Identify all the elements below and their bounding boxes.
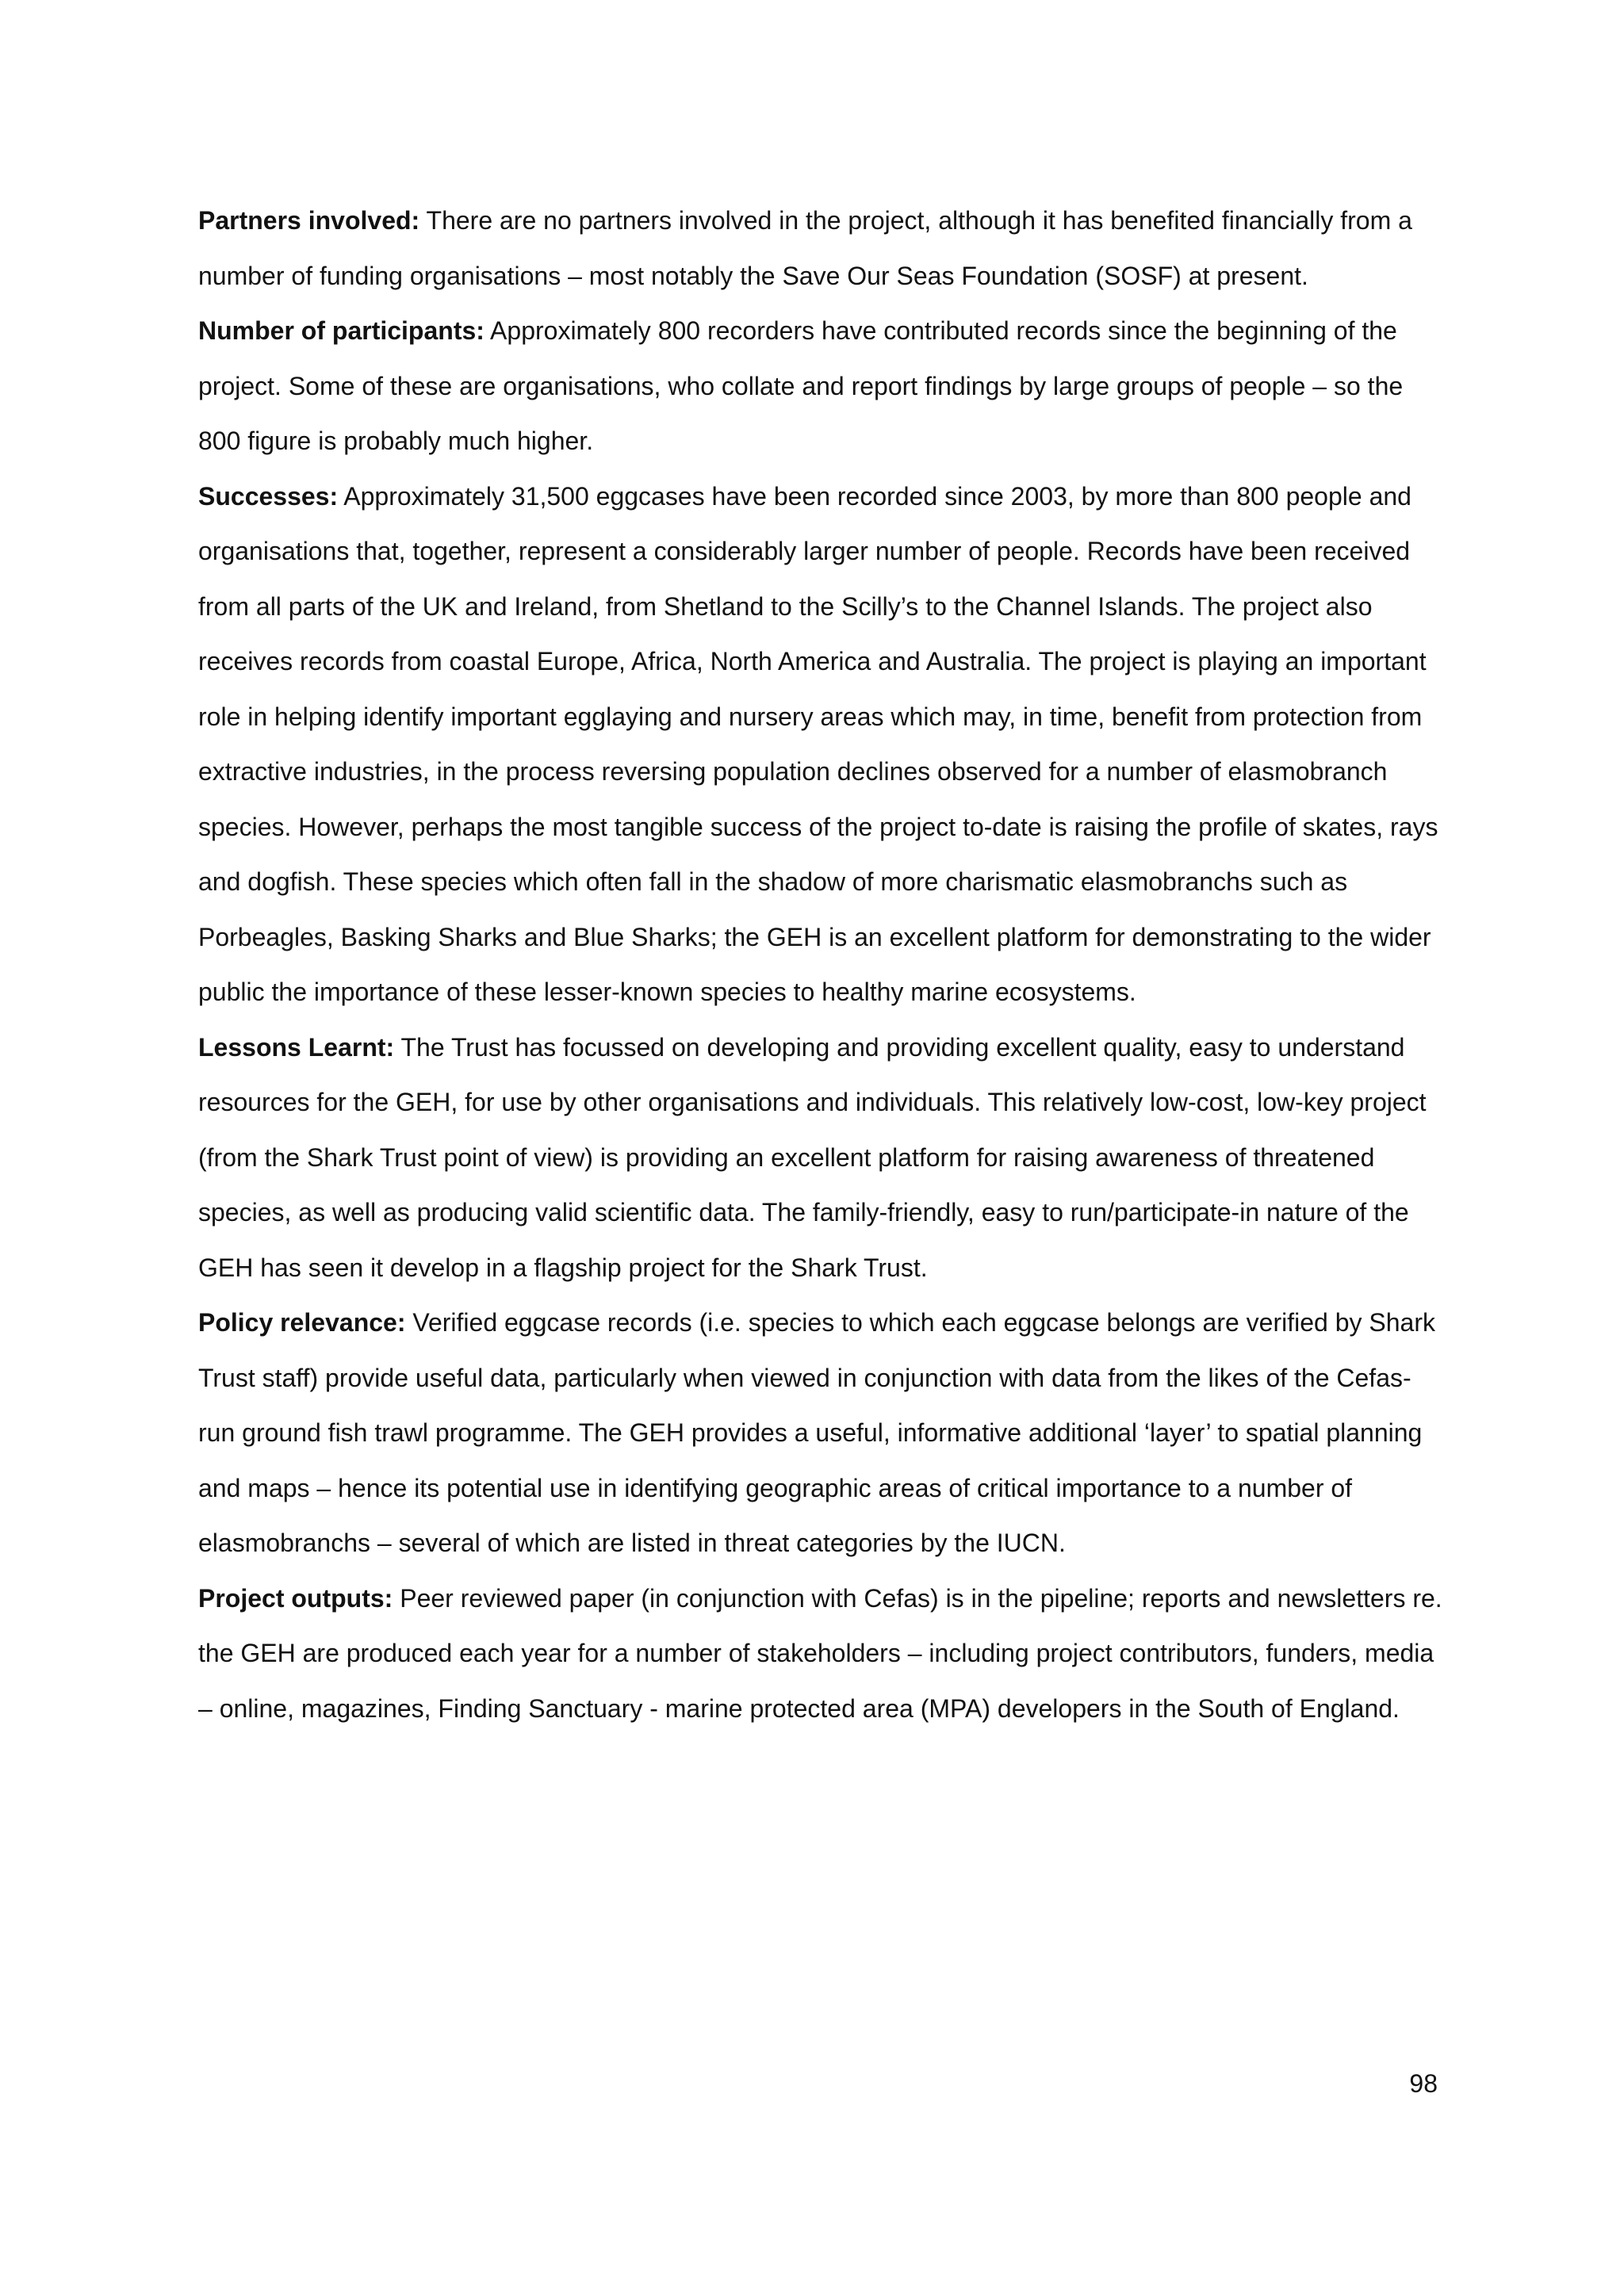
partners-paragraph <box>198 193 1443 304</box>
outputs-text: Peer reviewed paper (in conjunction with Cefas) is in the pipeline; reports and newsletters re. the GEH are produced each year for a number of stakeholders – including project contributors, funders, media – online, magazines, Finding Sanctuary - marine protected area (MPA) developers in the South of England. <box>198 1583 1442 1723</box>
participants-paragraph <box>198 304 1443 469</box>
successes-label: Successes: <box>198 481 339 511</box>
page-number: 98 <box>1409 2069 1438 2098</box>
successes-text: Approximately 31,500 eggcases have been recorded since 2003, by more than 800 people and organisations that, together, represent a considerably larger number of people. Records have been received from all parts of the UK and Ireland, from Shetland to the Scilly’s to the Channel Islands. The project also receives records from coastal Europe, Africa, North America and Australia. The project is playing an important role in helping identify important egglaying and nursery areas which may, in time, benefit from protection from extractive industries, in the process reversing population declines observed for a number of elasmobranch species. However, perhaps the most tangible success of the project to-date is raising the profile of skates, rays and dogfish. These species which often fall in the shadow of more charismatic elasmobranchs such as Porbeagles, Basking Sharks and Blue Sharks; the GEH is an excellent platform for demonstrating to the wider public the importance of these lesser-known species to healthy marine ecosystems. <box>198 481 1438 1006</box>
lessons-label: Lessons Learnt: <box>198 1032 395 1062</box>
successes-paragraph <box>198 469 1443 1020</box>
policy-paragraph <box>198 1295 1443 1571</box>
lessons-text: The Trust has focussed on developing and providing excellent quality, easy to understand resources for the GEH, for use by other organisations and individuals. This relatively low-cost, low-key project (from the Shark Trust point of view) is providing an excellent platform for raising awareness of threatened species, as well as producing valid scientific data. The family-friendly, easy to run/participate-in nature of the GEH has seen it develop in a flagship project for the Shark Trust. <box>198 1032 1427 1282</box>
policy-text: Verified eggcase records (i.e. species to which each eggcase belongs are verified by Shark Trust staff) provide useful data, particularly when viewed in conjunction with data from the likes of the Cefas-run ground fish trawl programme. The GEH provides a useful, informative additional ‘layer’ to spatial planning and maps – hence its potential use in identifying geographic areas of critical importance to a number of elasmobranchs – several of which are listed in threat categories by the IUCN. <box>198 1308 1435 1557</box>
participants-text: Approximately 800 recorders have contributed records since the beginning of the project. Some of these are organisations, who collate and report findings by large groups of people – so the 800 figure is probably much higher. <box>198 316 1404 455</box>
page-body <box>198 193 1443 1736</box>
lessons-paragraph <box>198 1020 1443 1296</box>
policy-label: Policy relevance: <box>198 1308 406 1337</box>
outputs-label: Project outputs: <box>198 1583 393 1613</box>
partners-text: There are no partners involved in the project, although it has benefited financially from a number of funding organisations – most notably the Save Our Seas Foundation (SOSF) at present. <box>198 206 1412 290</box>
partners-label: Partners involved: <box>198 206 420 235</box>
outputs-paragraph <box>198 1571 1443 1737</box>
participants-label: Number of participants: <box>198 316 485 345</box>
